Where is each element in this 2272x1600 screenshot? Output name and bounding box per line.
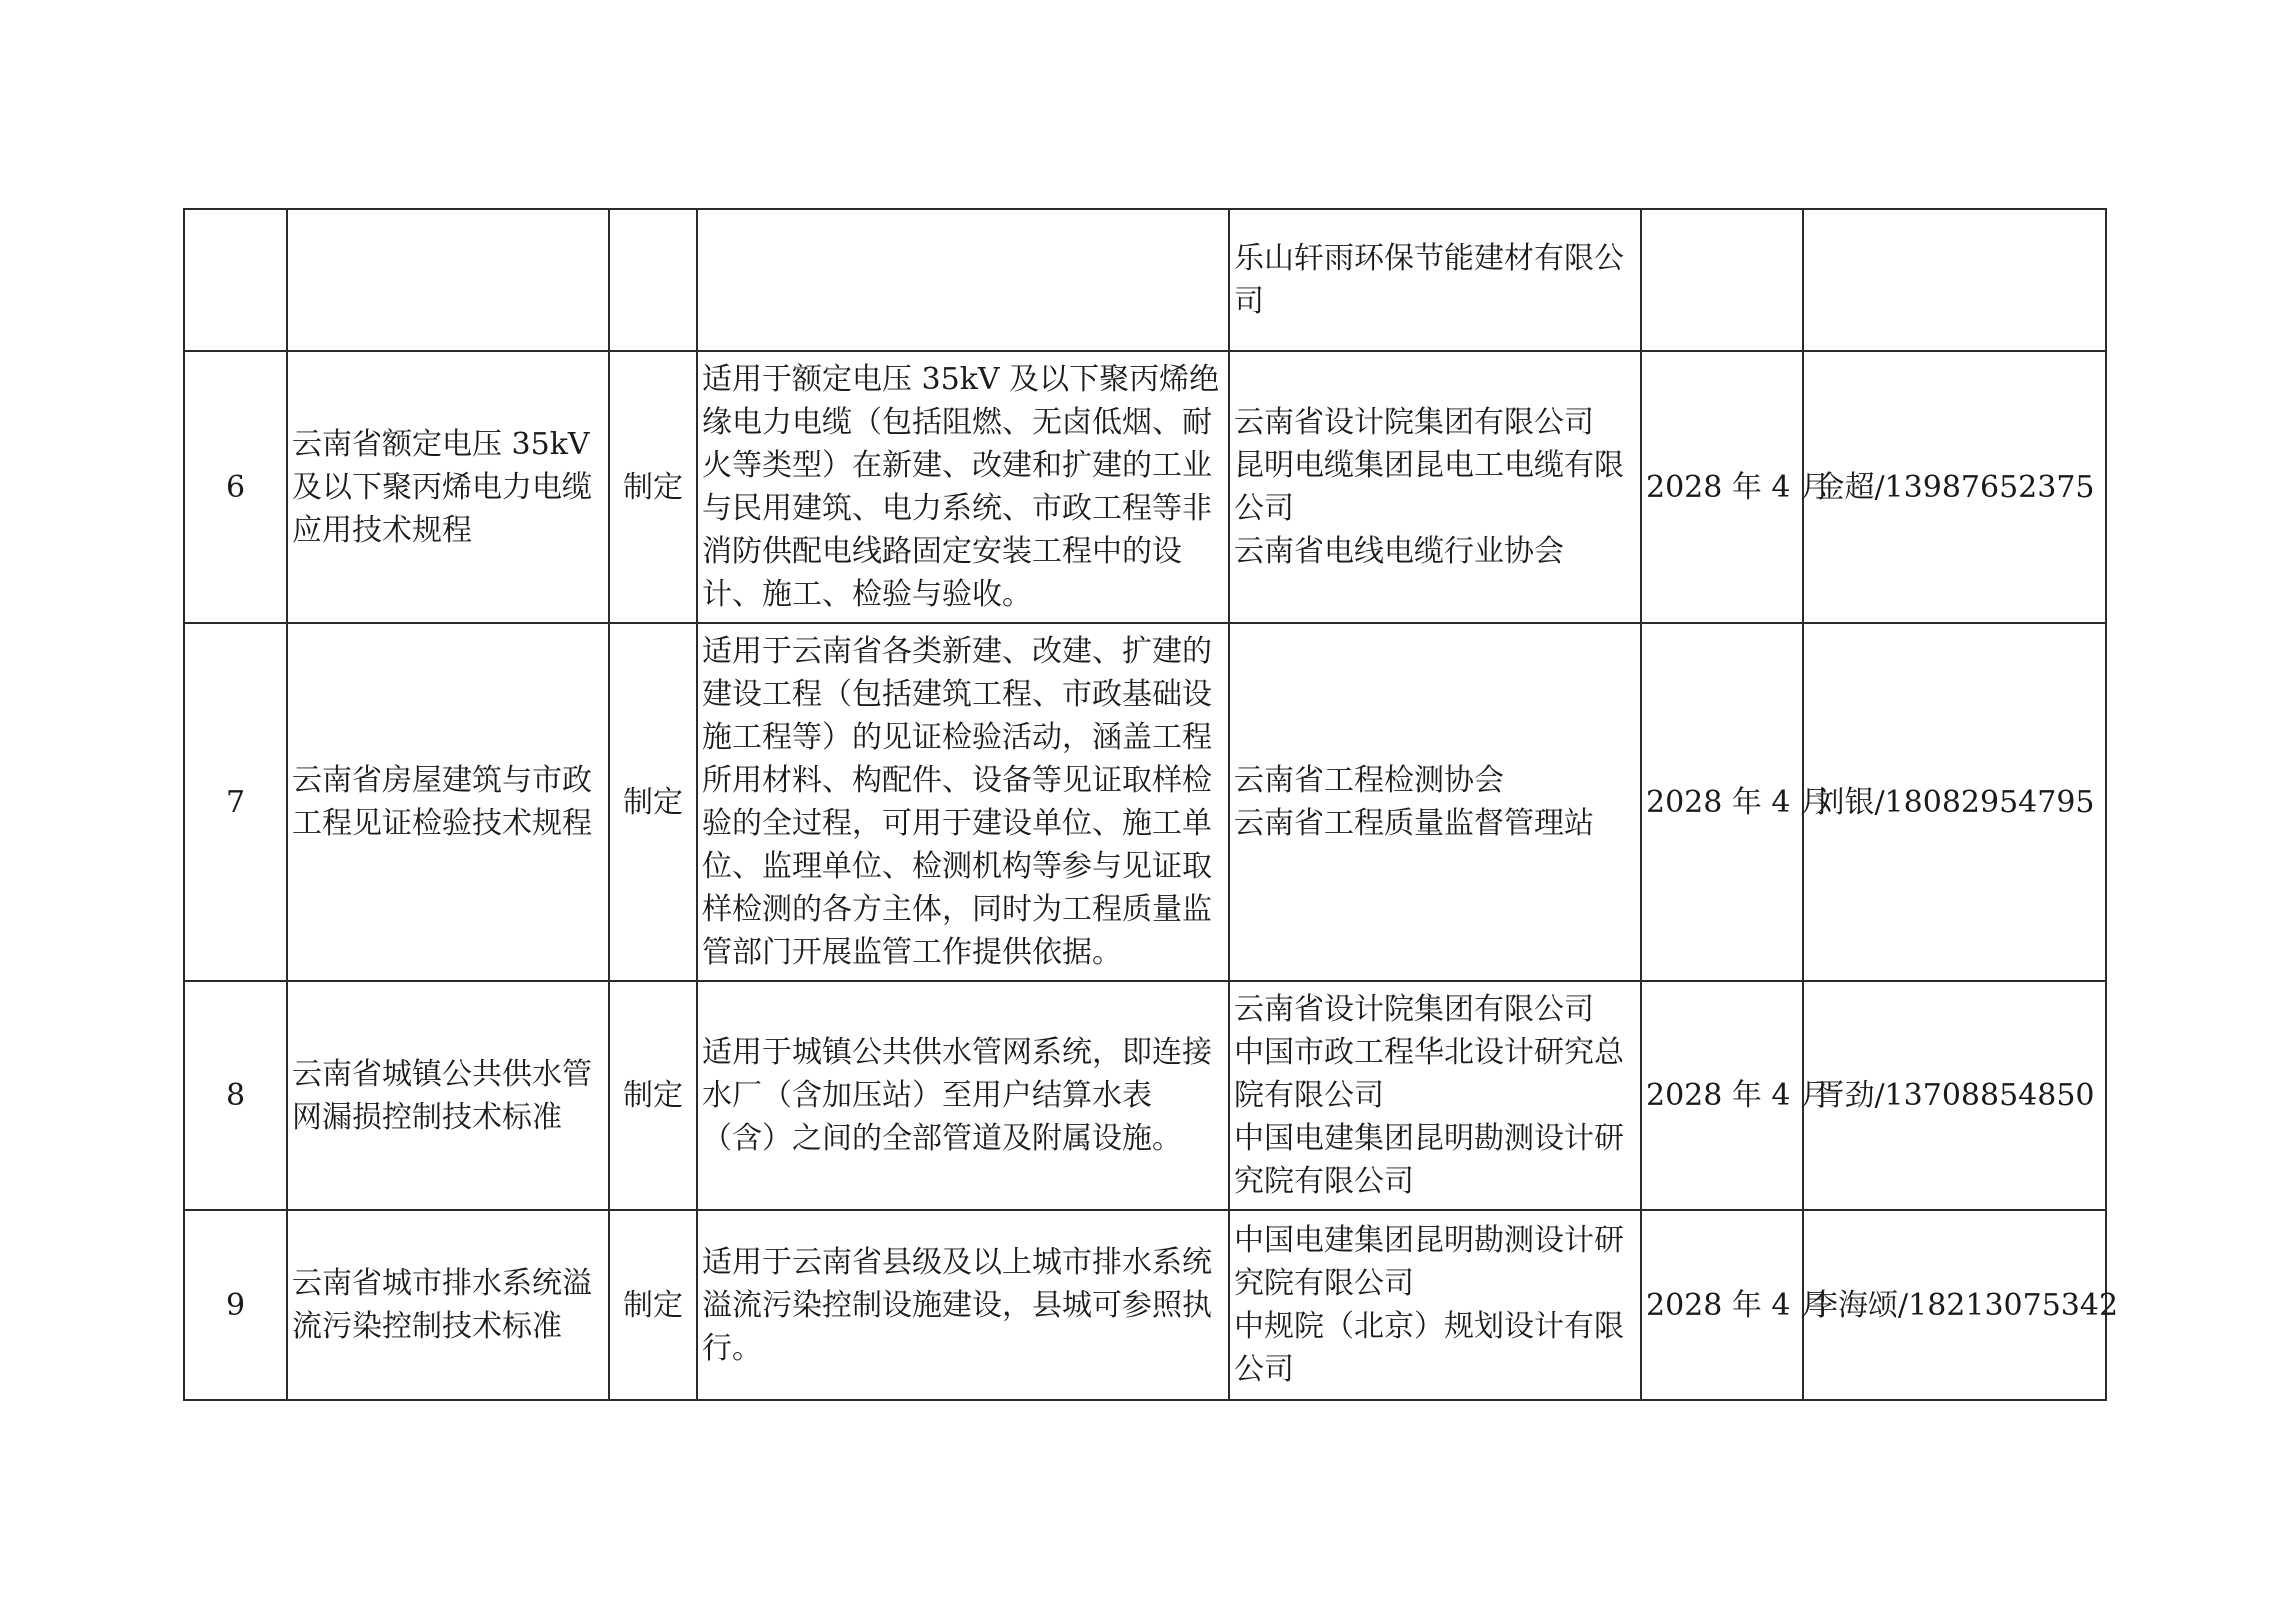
org-name: 昆明电缆集团昆电工电缆有限公司 [1234,448,1624,526]
contact: 胥劲/13708854850 [1803,981,2106,1210]
org-name: 云南省工程质量监督管理站 [1234,806,1594,841]
contact: 刘银/18082954795 [1803,623,2106,981]
org-list [1229,351,1641,623]
standard-name: 云南省房屋建筑与市政工程见证检验技术规程 [287,623,609,981]
due-date [1641,209,1803,351]
org-list [1229,623,1641,981]
row-number [184,209,287,351]
org-name: 中国电建集团昆明勘测设计研究院有限公司 [1234,1223,1624,1301]
due-date: 2028 年 4 月 [1641,1210,1803,1400]
standard-type [609,209,697,351]
table-row [184,981,2106,1210]
scope-text: 适用于额定电压 35kV 及以下聚丙烯绝缘电力电缆（包括阻燃、无卤低烟、耐火等类型）在新建、改建和扩建的工业与民用建筑、电力系统、市政工程等非消防供配电线路固定安装工程中的设计、施工、检验与验收。 [697,351,1229,623]
row-number: 6 [184,351,287,623]
standard-type: 制定 [609,623,697,981]
table-row [184,351,2106,623]
org-name: 云南省设计院集团有限公司 [1234,405,1594,440]
org-name: 中国电建集团昆明勘测设计研究院有限公司 [1234,1121,1624,1199]
contact [1803,209,2106,351]
org-name: 中规院（北京）规划设计有限公司 [1234,1309,1624,1387]
standards-table [183,208,2119,1401]
standard-name: 云南省城市排水系统溢流污染控制技术标准 [287,1210,609,1400]
row-number: 9 [184,1210,287,1400]
contact: 李海颂/18213075342 [1803,1210,2106,1400]
standard-name: 云南省城镇公共供水管网漏损控制技术标准 [287,981,609,1210]
row-number: 7 [184,623,287,981]
org-list [1229,1210,1641,1400]
scope-text: 适用于城镇公共供水管网系统，即连接水厂（含加压站）至用户结算水表（含）之间的全部管道及附属设施。 [697,981,1229,1210]
contact: 金超/13987652375 [1803,351,2106,623]
org-name: 中国市政工程华北设计研究总院有限公司 [1234,1035,1624,1113]
scope-text: 适用于云南省各类新建、改建、扩建的建设工程（包括建筑工程、市政基础设施工程等）的见证检验活动，涵盖工程所用材料、构配件、设备等见证取样检验的全过程，可用于建设单位、施工单位、监理单位、检测机构等参与见证取样检测的各方主体，同时为工程质量监管部门开展监管工作提供依据。 [697,623,1229,981]
table-row [184,623,2106,981]
standard-type: 制定 [609,981,697,1210]
scope-text [697,209,1229,351]
org-list [1229,209,1641,351]
due-date: 2028 年 4 月 [1641,351,1803,623]
standard-type: 制定 [609,1210,697,1400]
org-name: 云南省工程检测协会 [1234,763,1504,798]
row-number: 8 [184,981,287,1210]
table-row [184,209,2106,351]
scope-text: 适用于云南省县级及以上城市排水系统溢流污染控制设施建设，县城可参照执行。 [697,1210,1229,1400]
standard-type: 制定 [609,351,697,623]
due-date: 2028 年 4 月 [1641,623,1803,981]
table-row [184,1210,2106,1400]
org-name: 乐山轩雨环保节能建材有限公司 [1234,241,1624,319]
standard-name [287,209,609,351]
org-name: 云南省设计院集团有限公司 [1234,992,1594,1027]
org-name: 云南省电线电缆行业协会 [1234,534,1564,569]
due-date: 2028 年 4 月 [1641,981,1803,1210]
standard-name: 云南省额定电压 35kV 及以下聚丙烯电力电缆应用技术规程 [287,351,609,623]
org-list [1229,981,1641,1210]
